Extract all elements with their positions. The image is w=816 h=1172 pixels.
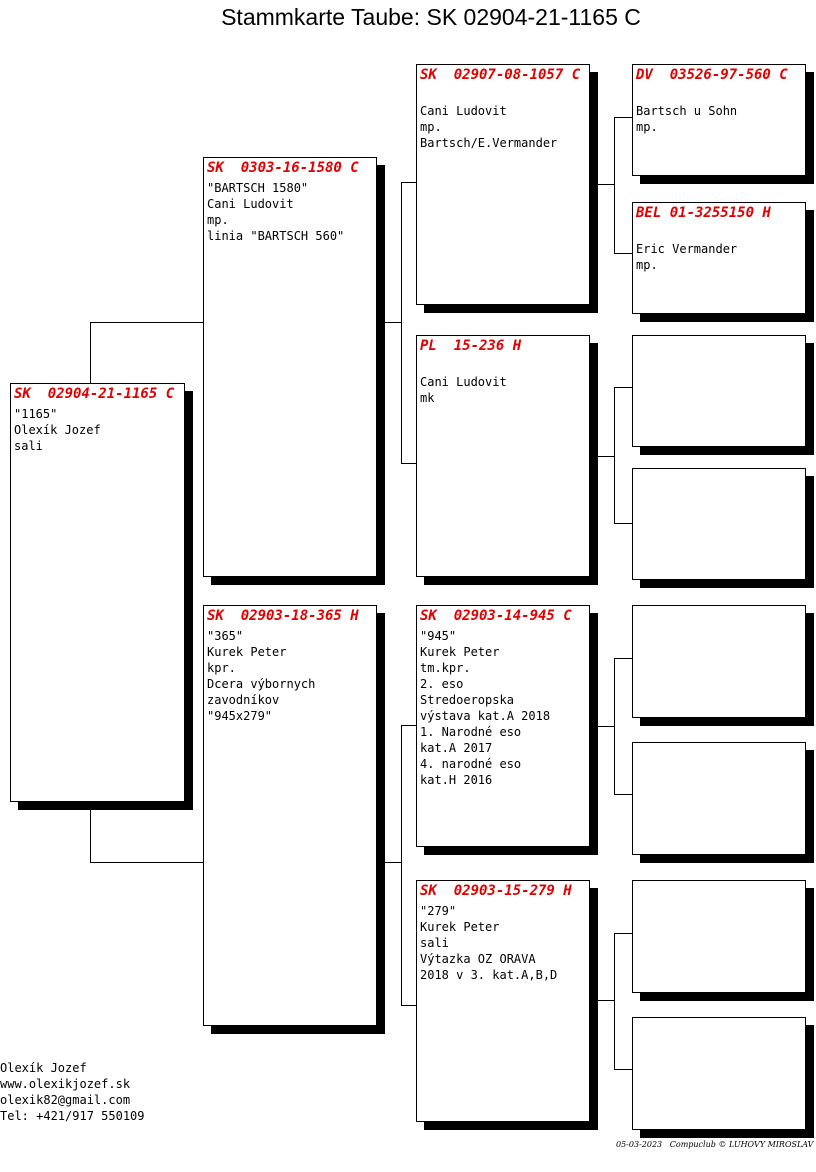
connector (614, 387, 632, 388)
ring-number (633, 881, 805, 903)
owner-name: Olexík Jozef (0, 1061, 87, 1075)
pigeon-info-line: kat.H 2016 (420, 773, 493, 787)
pigeon-info-line: "365" (207, 629, 244, 643)
connector (597, 184, 615, 185)
pigeon-info-line: tm.kpr. (420, 661, 471, 675)
pigeon-card-father[interactable] (203, 157, 377, 577)
pigeon-info-line: Olexík Jozef (14, 423, 101, 437)
pigeon-info-line: Cani Ludovit (420, 104, 507, 118)
pigeon-info-line: linia "BARTSCH 560" (207, 229, 345, 243)
ring-number: PL 15-236 H (420, 338, 522, 354)
ring-number (633, 606, 805, 628)
pigeon-info-line: sali (14, 439, 43, 453)
pigeon-card-fmm[interactable] (632, 468, 806, 580)
pigeon-info-line: mp. (636, 120, 658, 134)
ring-number: SK 02903-14-945 C (420, 608, 572, 624)
pigeon-info-line (417, 358, 589, 374)
pigeon-info-line: "1165" (14, 407, 58, 421)
pigeon-card-ffm[interactable] (632, 202, 806, 314)
connector (614, 933, 632, 934)
connector (614, 1069, 632, 1070)
pigeon-info-line: 4. narodné eso (420, 757, 522, 771)
page-title: Stammkarte Taube: SK 02904-21-1165 C (221, 4, 641, 30)
connector (90, 322, 91, 383)
pigeon-info-line: Cani Ludovit (420, 375, 507, 389)
pigeon-info-line: 2018 v 3. kat.A,B,D (420, 968, 558, 982)
pigeon-info-line (417, 87, 589, 103)
connector (401, 182, 417, 183)
pigeon-info-line: Stredoeropska (420, 693, 514, 707)
ring-number (633, 1018, 805, 1040)
owner-website[interactable]: www.olexikjozef.sk (0, 1077, 131, 1091)
pigeon-info-line: mp. (207, 213, 229, 227)
owner-contact (0, 1060, 145, 1124)
pigeon-card-father-father[interactable] (416, 64, 590, 305)
pigeon-info-line: mp. (636, 258, 658, 272)
pigeon-info-line: Kurek Peter (420, 645, 500, 659)
pigeon-info-line: výstava kat.A 2018 (420, 709, 551, 723)
pigeon-info-line: Kurek Peter (420, 920, 500, 934)
pigeon-card-fff[interactable] (632, 64, 806, 176)
pigeon-info-line (633, 225, 805, 241)
pigeon-card-mmm[interactable] (632, 1017, 806, 1130)
connector (614, 933, 615, 1070)
pigeon-info-line: 2. eso (420, 677, 464, 691)
connector (614, 117, 615, 254)
ring-number: SK 02903-15-279 H (420, 883, 572, 899)
pigeon-info-line: Kurek Peter (207, 645, 287, 659)
pigeon-info-line: sali (420, 936, 449, 950)
pigeon-info-line: "945x279" (207, 709, 273, 723)
connector (90, 810, 91, 863)
pigeon-card-mff[interactable] (632, 605, 806, 718)
pigeon-info-line: Eric Vermander (636, 242, 738, 256)
pigeon-card-mother[interactable] (203, 605, 377, 1026)
connector (614, 794, 632, 795)
pigeon-info-line: Bartsch u Sohn (636, 104, 738, 118)
connector (90, 862, 204, 863)
ring-number: SK 02904-21-1165 C (14, 386, 175, 402)
connector (614, 117, 632, 118)
pigeon-info-line: Cani Ludovit (207, 197, 294, 211)
pigeon-info-line: zavodníkov (207, 693, 280, 707)
pigeon-info-line (633, 87, 805, 103)
pigeon-info-line: "BARTSCH 1580" (207, 181, 309, 195)
connector (384, 322, 402, 323)
connector (614, 253, 632, 254)
connector (597, 726, 615, 727)
pigeon-info-line: Výtazka OZ ORAVA (420, 952, 536, 966)
connector (401, 725, 402, 1006)
connector (614, 387, 615, 524)
connector (614, 523, 632, 524)
pigeon-info-line: Dcera výbornych (207, 677, 316, 691)
ring-number (633, 469, 805, 491)
connector (597, 456, 615, 457)
ring-number: BEL 01-3255150 H (636, 205, 771, 221)
pigeon-card-mmf[interactable] (632, 880, 806, 993)
pigeon-info-line: 1. Narodné eso (420, 725, 522, 739)
pigeon-info-line: kpr. (207, 661, 236, 675)
pigeon-info-line: kat.A 2017 (420, 741, 493, 755)
ring-number (633, 743, 805, 765)
connector (401, 1005, 417, 1006)
ring-number: DV 03526-97-560 C (636, 67, 788, 83)
pigeon-card-father-mother[interactable] (416, 335, 590, 577)
connector (614, 658, 632, 659)
connector (614, 658, 615, 795)
connector (597, 1000, 615, 1001)
pigeon-card-mother-father[interactable] (416, 605, 590, 847)
pigeon-card-mfm[interactable] (632, 742, 806, 855)
owner-email[interactable]: olexik82@gmail.com (0, 1093, 131, 1107)
connector (401, 725, 417, 726)
pigeon-card-mother-mother[interactable] (416, 880, 590, 1122)
footer-credit: 05-03-2023 Compuclub © LUHOVY MIROSLAV (616, 1140, 814, 1149)
ring-number: SK 02907-08-1057 C (420, 67, 581, 83)
owner-phone: Tel: +421/917 550109 (0, 1109, 145, 1123)
connector (90, 322, 204, 323)
connector (384, 862, 402, 863)
connector (401, 463, 417, 464)
pigeon-info-line: "945" (420, 629, 457, 643)
ring-number (633, 336, 805, 358)
connector (401, 182, 402, 464)
pigeon-info-line: mp. (420, 120, 442, 134)
pigeon-card-main[interactable] (10, 383, 185, 802)
ring-number: SK 0303-16-1580 C (207, 160, 359, 176)
pigeon-card-fmf[interactable] (632, 335, 806, 447)
pigeon-info-line: "279" (420, 904, 457, 918)
ring-number: SK 02903-18-365 H (207, 608, 359, 624)
pigeon-info-line: mk (420, 391, 435, 405)
pigeon-info-line: Bartsch/E.Vermander (420, 136, 558, 150)
